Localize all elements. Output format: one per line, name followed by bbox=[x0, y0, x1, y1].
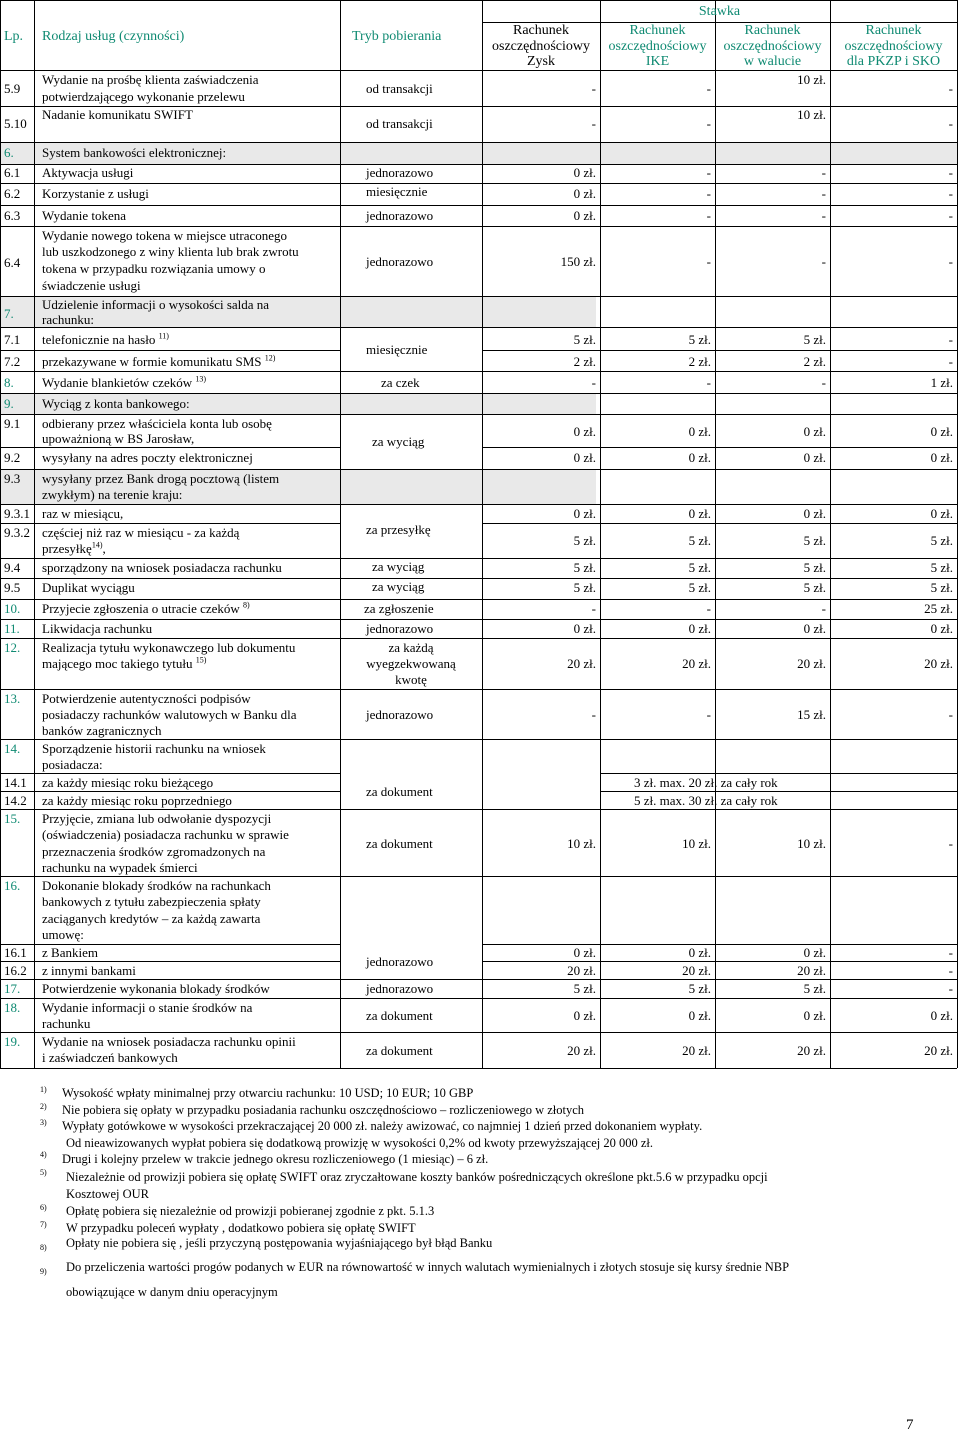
value-waluta: 10 zł. bbox=[797, 836, 826, 851]
value-ike: 0 zł. bbox=[688, 1008, 711, 1023]
row-desc: raz w miesiącu, bbox=[42, 506, 124, 521]
footnote-number: 1) bbox=[40, 1085, 47, 1094]
value-ike: 20 zł. bbox=[682, 1043, 711, 1058]
value-waluta: 5 zł. bbox=[803, 580, 826, 595]
value-zysk: 5 zł. bbox=[573, 533, 596, 548]
row-number: 16.2 bbox=[4, 963, 27, 978]
row-desc: Wydanie na wniosek posiadacza rachunku opinii bbox=[42, 1034, 296, 1049]
row-desc: Nadanie komunikatu SWIFT bbox=[42, 107, 193, 122]
row-number: 9.3 bbox=[4, 471, 21, 486]
row-mode: za wyciąg bbox=[372, 579, 425, 594]
value-ike: - bbox=[706, 81, 711, 96]
value-pkzp: 20 zł. bbox=[924, 1043, 953, 1058]
value-waluta: 5 zł. bbox=[803, 332, 826, 347]
row-mode: jednorazowo bbox=[366, 707, 434, 722]
row-mode: za dokument bbox=[366, 784, 433, 799]
value-pkzp: 0 zł. bbox=[930, 424, 953, 439]
value-ike: 5 zł. bbox=[688, 981, 711, 996]
value-zysk: - bbox=[591, 81, 596, 96]
row-mode: za przesyłkę bbox=[366, 522, 431, 537]
row-number: 7.2 bbox=[4, 354, 21, 369]
value-zysk: 0 zł. bbox=[573, 208, 596, 223]
col1-title-3: Zysk bbox=[527, 54, 555, 69]
row-desc: wysyłany przez Bank drogą pocztową (listem bbox=[42, 471, 280, 486]
value-zysk: 10 zł. bbox=[567, 836, 596, 851]
footnote-number: 5) bbox=[40, 1168, 47, 1177]
value-waluta: 10 zł. bbox=[797, 107, 826, 122]
row-desc-text: Wydanie blankietów czeków bbox=[42, 375, 193, 390]
row-desc: z Bankiem bbox=[42, 945, 98, 960]
value-pkzp: 5 zł. bbox=[930, 560, 953, 575]
section-title: zaciąganych kredytów – za każdą zawarta bbox=[42, 911, 261, 926]
section-title: Dokonanie blokady środków na rachunkach bbox=[42, 878, 271, 893]
range-value: 5 zł. max. 30 zł. za cały rok bbox=[634, 793, 778, 808]
row-mode: jednorazowo bbox=[366, 621, 434, 636]
col1-title-2: oszczędnościowy bbox=[492, 39, 590, 54]
row-desc-text: , bbox=[102, 541, 106, 556]
value-waluta: 5 zł. bbox=[803, 981, 826, 996]
row-number: 8. bbox=[4, 375, 14, 390]
value-ike: - bbox=[706, 601, 711, 616]
footnote-ref: 15) bbox=[195, 655, 207, 665]
value-waluta: 0 zł. bbox=[803, 621, 826, 636]
row-number: 10. bbox=[4, 601, 21, 616]
section-number: 7. bbox=[4, 306, 14, 321]
footnote-ref: 12) bbox=[264, 353, 276, 363]
row-mode: jednorazowo bbox=[366, 165, 434, 180]
row-mode: od transakcji bbox=[366, 116, 433, 131]
value-pkzp: 20 zł. bbox=[924, 656, 953, 671]
row-desc: Wydanie nowego tokena w miejsce utraconego bbox=[42, 228, 288, 243]
section-title: posiadacza: bbox=[42, 757, 103, 772]
footnote-text: W przypadku poleceń wypłaty , dodatkowo pobiera się opłatę SWIFT bbox=[66, 1221, 416, 1235]
row-number: 14.2 bbox=[4, 793, 27, 808]
header-service: Rodzaj usług (czynności) bbox=[42, 29, 185, 44]
col4-title-3: dla PKZP i SKO bbox=[846, 54, 941, 69]
section-title: System bankowości elektronicznej: bbox=[42, 145, 227, 160]
footnote-text: obowiązujące w danym dniu operacyjnym bbox=[66, 1285, 278, 1299]
value-pkzp: 0 zł. bbox=[930, 621, 953, 636]
row-number: 9.2 bbox=[4, 450, 21, 465]
footnote-ref: 13) bbox=[195, 374, 207, 384]
footnote-text: Do przeliczenia wartości progów podanych w EUR na równowartość w innych walutach wymienialnych i złotych stosuje się kursy średnie NBP bbox=[66, 1260, 790, 1274]
value-waluta: - bbox=[821, 375, 826, 390]
row-desc: rachunku bbox=[42, 1016, 91, 1031]
value-pkzp: - bbox=[948, 707, 953, 722]
value-waluta: 0 zł. bbox=[803, 450, 826, 465]
value-waluta: 0 zł. bbox=[803, 1008, 826, 1023]
row-number: 5.9 bbox=[4, 81, 21, 96]
col3-title-2: oszczędnościowy bbox=[723, 39, 822, 54]
row-mode: za dokument bbox=[366, 1008, 433, 1023]
col3-title-1: Rachunek bbox=[744, 23, 801, 38]
row-desc bbox=[42, 657, 206, 671]
value-waluta: - bbox=[821, 601, 826, 616]
row-mode: jednorazowo bbox=[366, 954, 434, 969]
value-waluta: 0 zł. bbox=[803, 506, 826, 521]
col4-title-1: Rachunek bbox=[865, 23, 922, 38]
value-waluta: 2 zł. bbox=[803, 354, 826, 369]
row-mode: kwotę bbox=[395, 672, 427, 687]
row-mode: wyegzekwowaną bbox=[366, 656, 456, 671]
row-desc: Duplikat wyciągu bbox=[42, 580, 135, 595]
row-number: 7.1 bbox=[4, 332, 21, 347]
row-desc bbox=[42, 355, 275, 369]
value-zysk: - bbox=[591, 601, 596, 616]
value-pkzp: - bbox=[948, 981, 953, 996]
section-number: 9. bbox=[4, 396, 14, 411]
row-desc: świadczenie usługi bbox=[42, 278, 141, 293]
row-desc: Wydanie tokena bbox=[42, 208, 127, 223]
row-desc-text: mającego moc takiego tytułu bbox=[42, 656, 193, 671]
row-number: 16.1 bbox=[4, 945, 27, 960]
row-number: 13. bbox=[4, 691, 21, 706]
row-desc: za każdy miesiąc roku poprzedniego bbox=[42, 793, 232, 808]
row-number: 15. bbox=[4, 811, 21, 826]
row-number: 9.4 bbox=[4, 560, 21, 575]
value-pkzp: 1 zł. bbox=[930, 375, 953, 390]
value-zysk: 20 zł. bbox=[567, 656, 596, 671]
row-mode: miesięcznie bbox=[366, 184, 428, 199]
value-waluta: 20 zł. bbox=[797, 963, 826, 978]
footnote-number: 2) bbox=[40, 1102, 47, 1111]
footnote-ref: 8) bbox=[243, 600, 250, 610]
footnote-text: Niezależnie od prowizji pobiera się opłatę SWIFT oraz zryczałtowane koszty banków pośredniczących określone pkt.5.6 w przypadku opcji bbox=[66, 1170, 768, 1184]
row-desc: posiadaczy rachunków walutowych w Banku dla bbox=[42, 707, 297, 722]
value-pkzp: - bbox=[948, 945, 953, 960]
row-desc: upoważnioną w BS Jarosław, bbox=[42, 431, 195, 446]
row-number: 9.3.2 bbox=[4, 525, 30, 540]
value-waluta: - bbox=[821, 208, 826, 223]
row-desc: Potwierdzenie wykonania blokady środków bbox=[42, 981, 270, 996]
row-desc: Potwierdzenie autentyczności podpisów bbox=[42, 691, 251, 706]
range-value: 3 zł. max. 20 zł. za cały rok bbox=[634, 775, 778, 790]
row-desc: potwierdzającego wykonanie przelewu bbox=[42, 89, 245, 104]
value-pkzp: - bbox=[948, 963, 953, 978]
value-pkzp: - bbox=[948, 836, 953, 851]
value-pkzp: 0 zł. bbox=[930, 1008, 953, 1023]
value-ike: - bbox=[706, 707, 711, 722]
row-mode: za każdą bbox=[388, 640, 434, 655]
header-lp: Lp. bbox=[4, 29, 24, 44]
section-title: rachunku: bbox=[42, 312, 94, 327]
row-desc bbox=[42, 542, 106, 556]
value-ike: - bbox=[706, 375, 711, 390]
value-ike: - bbox=[706, 208, 711, 223]
row-desc: Wydanie na prośbę klienta zaświadczenia bbox=[42, 72, 259, 87]
footnote-text: Nie pobiera się opłaty w przypadku posiadania rachunku oszczędnościowo – rozliczeniowego w złotych bbox=[62, 1103, 585, 1117]
row-desc: za każdy miesiąc roku bieżącego bbox=[42, 775, 214, 790]
section-title: bankowych z tytułu zabezpieczenia spłaty bbox=[42, 894, 261, 909]
row-desc: tokena w przypadku rozwiązania umowy o bbox=[42, 261, 266, 276]
row-desc: odbierany przez właściciela konta lub osobę bbox=[42, 416, 272, 431]
row-number: 6.4 bbox=[4, 255, 21, 270]
row-desc-text: telefonicznie na hasło bbox=[42, 332, 156, 347]
value-waluta: - bbox=[821, 254, 826, 269]
value-ike: 0 zł. bbox=[688, 945, 711, 960]
row-desc: sporządzony na wniosek posiadacza rachunku bbox=[42, 560, 282, 575]
value-zysk: 5 zł. bbox=[573, 332, 596, 347]
value-waluta: 15 zł. bbox=[797, 707, 826, 722]
footnote-number: 8) bbox=[40, 1243, 47, 1252]
value-zysk: 0 zł. bbox=[573, 1008, 596, 1023]
row-desc: wysyłany na adres poczty elektronicznej bbox=[42, 450, 253, 465]
value-waluta: 20 zł. bbox=[797, 656, 826, 671]
row-desc: lub uszkodzonego z winy klienta lub brak zwrotu bbox=[42, 244, 299, 259]
value-ike: 20 zł. bbox=[682, 963, 711, 978]
value-pkzp: - bbox=[948, 81, 953, 96]
row-number: 6.2 bbox=[4, 186, 21, 201]
row-desc: Korzystanie z usługi bbox=[42, 186, 149, 201]
value-pkzp: 0 zł. bbox=[930, 450, 953, 465]
value-zysk: - bbox=[591, 375, 596, 390]
value-ike: - bbox=[706, 186, 711, 201]
row-mode: za dokument bbox=[366, 836, 433, 851]
row-desc bbox=[42, 333, 169, 347]
row-desc: Przyjęcie, zmiana lub odwołanie dyspozycji bbox=[42, 811, 272, 826]
value-zysk: 0 zł. bbox=[573, 186, 596, 201]
value-ike: 20 zł. bbox=[682, 656, 711, 671]
row-number: 6.1 bbox=[4, 165, 21, 180]
value-pkzp: - bbox=[948, 254, 953, 269]
value-zysk: 5 zł. bbox=[573, 981, 596, 996]
row-number: 12. bbox=[4, 640, 21, 655]
value-ike: 5 zł. bbox=[688, 533, 711, 548]
value-zysk: 5 zł. bbox=[573, 580, 596, 595]
row-desc: częściej niż raz w miesiącu - za każdą bbox=[42, 525, 240, 540]
value-zysk: 20 zł. bbox=[567, 1043, 596, 1058]
value-zysk: 150 zł. bbox=[560, 254, 596, 269]
section-title: Sporządzenie historii rachunku na wniosek bbox=[42, 741, 266, 756]
value-ike: 5 zł. bbox=[688, 332, 711, 347]
footnote-text: Opłaty nie pobiera się , jeśli przyczyną postępowania wyjaśniającego był błąd Banku bbox=[66, 1236, 493, 1250]
section-number: 16. bbox=[4, 878, 21, 893]
row-mode: od transakcji bbox=[366, 81, 433, 96]
row-desc: z innymi bankami bbox=[42, 963, 136, 978]
col2-title-3: IKE bbox=[645, 54, 670, 69]
row-desc: (oświadczenia) posiadacza rachunku w sprawie bbox=[42, 827, 289, 842]
value-waluta: 0 zł. bbox=[803, 945, 826, 960]
row-desc-text: Przyjecie zgłoszenia o utracie czeków bbox=[42, 601, 240, 616]
value-zysk: 0 zł. bbox=[573, 165, 596, 180]
footnote-ref: 11) bbox=[158, 331, 169, 341]
row-desc: banków zagranicznych bbox=[42, 723, 162, 738]
footnote-text: Wypłaty gotówkowe w wysokości przekraczającej 20 000 zł. należy awizować, co najmniej 1 dzień przed dokonaniem wypłaty. bbox=[62, 1119, 703, 1133]
section-title: Wyciąg z konta bankowego: bbox=[42, 396, 190, 411]
col1-title-1: Rachunek bbox=[513, 23, 569, 38]
value-waluta: 20 zł. bbox=[797, 1043, 826, 1058]
value-ike: 0 zł. bbox=[688, 506, 711, 521]
section-number: 6. bbox=[4, 145, 14, 160]
row-desc bbox=[42, 376, 206, 390]
row-mode: miesięcznie bbox=[366, 342, 428, 357]
footnote-text: Wysokość wpłaty minimalnej przy otwarciu rachunku: 10 USD; 10 EUR; 10 GBP bbox=[62, 1086, 474, 1100]
value-pkzp: - bbox=[948, 116, 953, 131]
footnote-text: Od nieawizowanych wypłat pobiera się dodatkową prowizję w wysokości 0,2% od kwoty przewyższającej 20 000 zł. bbox=[66, 1136, 653, 1150]
value-zysk: 2 zł. bbox=[573, 354, 596, 369]
section-title: Udzielenie informacji o wysokości salda na bbox=[42, 297, 270, 312]
row-desc-text: przekazywane w formie komunikatu SMS bbox=[42, 354, 262, 369]
row-mode: za wyciąg bbox=[372, 434, 425, 449]
row-desc: Likwidacja rachunku bbox=[42, 621, 153, 636]
row-number: 5.10 bbox=[4, 116, 27, 131]
value-waluta: 0 zł. bbox=[803, 424, 826, 439]
footnote-ref: 14) bbox=[91, 540, 103, 550]
page-number: 7 bbox=[906, 1417, 914, 1433]
footnote-text: Opłatę pobiera się niezależnie od prowizji pobieranej zgodnie z pkt. 5.1.3 bbox=[66, 1204, 435, 1218]
value-zysk: - bbox=[591, 116, 596, 131]
value-waluta: - bbox=[821, 186, 826, 201]
value-zysk: 0 zł. bbox=[573, 450, 596, 465]
footnote-text: Kosztowej OUR bbox=[66, 1187, 149, 1201]
value-waluta: 5 zł. bbox=[803, 533, 826, 548]
value-zysk: 0 zł. bbox=[573, 945, 596, 960]
col2-title-1: Rachunek bbox=[629, 23, 686, 38]
value-ike: 5 zł. bbox=[688, 560, 711, 575]
footnote-text: Drugi i kolejny przelew w trakcie jednego okresu rozliczeniowego (1 miesiąc) – 6 zł. bbox=[62, 1152, 489, 1166]
col4-title-2: oszczędnościowy bbox=[844, 39, 943, 54]
row-desc: Wydanie informacji o stanie środków na bbox=[42, 1000, 253, 1015]
row-number: 6.3 bbox=[4, 208, 21, 223]
value-ike: 5 zł. bbox=[688, 580, 711, 595]
header-mode: Tryb pobierania bbox=[352, 29, 442, 44]
row-mode: za dokument bbox=[366, 1043, 433, 1058]
value-zysk: 0 zł. bbox=[573, 424, 596, 439]
value-ike: 10 zł. bbox=[682, 836, 711, 851]
value-waluta: 5 zł. bbox=[803, 560, 826, 575]
row-mode: jednorazowo bbox=[366, 254, 434, 269]
row-number: 18. bbox=[4, 1000, 21, 1015]
col3-title-3: w walucie bbox=[743, 54, 802, 69]
section-title: umowę: bbox=[42, 927, 84, 942]
value-pkzp: - bbox=[948, 332, 953, 347]
row-number: 19. bbox=[4, 1034, 21, 1049]
value-pkzp: - bbox=[948, 186, 953, 201]
value-ike: 0 zł. bbox=[688, 621, 711, 636]
value-pkzp: - bbox=[948, 354, 953, 369]
row-desc: zwykłym) na terenie kraju: bbox=[42, 487, 183, 502]
row-desc: i zaświadczeń bankowych bbox=[42, 1050, 178, 1065]
value-pkzp: - bbox=[948, 208, 953, 223]
value-pkzp: 5 zł. bbox=[930, 580, 953, 595]
row-number: 14.1 bbox=[4, 775, 27, 790]
footnote-number: 4) bbox=[40, 1150, 47, 1159]
row-number: 9.5 bbox=[4, 580, 21, 595]
footnote-number: 9) bbox=[40, 1267, 47, 1276]
row-desc bbox=[42, 602, 250, 616]
value-zysk: - bbox=[591, 707, 596, 722]
row-number: 9.1 bbox=[4, 416, 21, 431]
row-mode: jednorazowo bbox=[366, 208, 434, 223]
row-mode: jednorazowo bbox=[366, 981, 434, 996]
row-desc: przeznaczenia środków zgromadzonych na bbox=[42, 844, 266, 859]
footnote-number: 7) bbox=[40, 1220, 47, 1229]
value-ike: 2 zł. bbox=[688, 354, 711, 369]
row-mode: za wyciąg bbox=[372, 559, 425, 574]
row-desc: Aktywacja usługi bbox=[42, 165, 134, 180]
footnote-number: 6) bbox=[40, 1203, 47, 1212]
section-number: 14. bbox=[4, 741, 21, 756]
value-ike: - bbox=[706, 254, 711, 269]
value-zysk: 0 zł. bbox=[573, 621, 596, 636]
value-pkzp: 25 zł. bbox=[924, 601, 953, 616]
value-waluta: 10 zł. bbox=[797, 72, 826, 87]
value-zysk: 0 zł. bbox=[573, 506, 596, 521]
value-pkzp: - bbox=[948, 165, 953, 180]
value-ike: - bbox=[706, 165, 711, 180]
header-stawka: Stawka bbox=[698, 4, 741, 19]
value-pkzp: 0 zł. bbox=[930, 506, 953, 521]
value-zysk: 5 zł. bbox=[573, 560, 596, 575]
row-desc: Realizacja tytułu wykonawczego lub dokumentu bbox=[42, 640, 296, 655]
row-mode: za czek bbox=[381, 375, 420, 390]
col2-title-2: oszczędnościowy bbox=[608, 39, 707, 54]
footnote-number: 3) bbox=[40, 1118, 47, 1127]
value-waluta: - bbox=[821, 165, 826, 180]
value-zysk: 20 zł. bbox=[567, 963, 596, 978]
value-ike: 0 zł. bbox=[688, 450, 711, 465]
value-ike: - bbox=[706, 116, 711, 131]
row-desc: rachunku na wypadek śmierci bbox=[42, 860, 198, 875]
value-ike: 0 zł. bbox=[688, 424, 711, 439]
row-number: 9.3.1 bbox=[4, 506, 30, 521]
row-desc-text: przesyłkę bbox=[42, 541, 92, 556]
row-number: 17. bbox=[4, 981, 21, 996]
row-number: 11. bbox=[4, 621, 20, 636]
row-mode: za zgłoszenie bbox=[364, 601, 434, 616]
value-pkzp: 5 zł. bbox=[930, 533, 953, 548]
